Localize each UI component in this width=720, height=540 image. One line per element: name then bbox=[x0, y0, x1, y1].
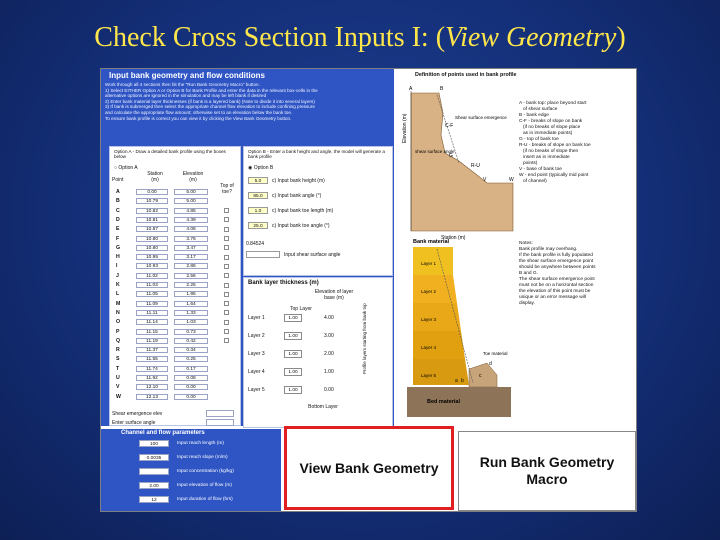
station-input[interactable]: 10.87 bbox=[136, 226, 168, 232]
definition-item: points) bbox=[519, 161, 538, 166]
note-line: Notes: bbox=[519, 241, 533, 246]
point-label: C bbox=[116, 207, 120, 214]
elevation-input[interactable]: 1.64 bbox=[174, 301, 208, 307]
option-a-box bbox=[109, 146, 241, 426]
point-b: B bbox=[440, 86, 444, 92]
elevation-input[interactable]: 3.76 bbox=[174, 236, 208, 242]
layer-elev-header: Elevation of layer base (m) bbox=[314, 289, 354, 301]
top-layer-label: Top Layer bbox=[290, 306, 312, 312]
point-label: R bbox=[116, 347, 120, 354]
note-line: the elevation of this point must be bbox=[519, 289, 591, 294]
shear-emergence-label: Shear emergence elev bbox=[112, 411, 163, 417]
point-label: A bbox=[116, 189, 120, 195]
point-c-f: C-F bbox=[445, 123, 454, 129]
flow-label: Input reach slope (m/m) bbox=[177, 455, 228, 460]
point-w: W bbox=[509, 177, 514, 183]
station-input[interactable]: 10.93 bbox=[136, 263, 168, 269]
point-label: P bbox=[116, 328, 120, 335]
elevation-input[interactable]: 5.00 bbox=[174, 189, 208, 195]
diag-layer-2: Layer 2 bbox=[421, 289, 437, 294]
flow-label: Input concentration (kg/kg) bbox=[177, 469, 234, 474]
point-label: B bbox=[116, 198, 120, 205]
flow-parameters-panel bbox=[101, 429, 281, 511]
point-label: Q bbox=[116, 337, 121, 344]
diag-layer-4: Layer 4 bbox=[421, 345, 437, 350]
elevation-input[interactable]: 4.85 bbox=[174, 208, 208, 214]
point-label: O bbox=[116, 319, 121, 326]
toe-checkbox[interactable] bbox=[224, 217, 229, 222]
definition-item: C-F - breaks of slope on bank bbox=[519, 119, 583, 124]
point-label: E bbox=[116, 226, 120, 233]
instruction-line: Work through all 4 sections then hit the "Run Bank Geometry Macro" button. bbox=[105, 82, 260, 87]
toe-checkbox[interactable] bbox=[224, 264, 229, 269]
point-v: V bbox=[483, 177, 487, 183]
station-input[interactable]: 11.55 bbox=[136, 356, 168, 362]
instructions bbox=[105, 82, 390, 121]
definition-item: V - base of bank toe bbox=[519, 167, 562, 172]
bank-material-label: Bank material bbox=[413, 239, 450, 245]
notes bbox=[519, 241, 631, 307]
station-header: Station (m) bbox=[147, 171, 163, 183]
option-b-input[interactable]: 1.0 bbox=[248, 207, 268, 214]
station-input[interactable]: 11.92 bbox=[136, 375, 168, 381]
definition-item: (if no breaks of slope then bbox=[519, 149, 579, 154]
flow-input[interactable]: 2.00 bbox=[139, 482, 169, 489]
layer-name: Layer 4 bbox=[248, 369, 265, 375]
note-line: display. bbox=[519, 301, 535, 306]
station-input[interactable]: 11.14 bbox=[136, 319, 168, 325]
toe-checkbox[interactable] bbox=[224, 245, 229, 250]
station-input[interactable]: 11.74 bbox=[136, 366, 168, 372]
point-label: K bbox=[116, 282, 120, 288]
station-input[interactable]: 10.81 bbox=[136, 217, 168, 223]
layer-thickness-input[interactable]: 1.00 bbox=[284, 386, 302, 394]
toe-checkbox[interactable] bbox=[224, 320, 229, 325]
point-label: W bbox=[116, 393, 121, 400]
layer-thickness-input[interactable]: 1.00 bbox=[284, 314, 302, 322]
station-input[interactable]: 11.02 bbox=[136, 273, 168, 279]
definition-item: G - top of bank toe bbox=[519, 137, 559, 142]
point-label: F bbox=[116, 235, 120, 242]
surface-angle-input[interactable] bbox=[206, 419, 234, 426]
toe-checkbox[interactable] bbox=[224, 227, 229, 232]
station-input[interactable]: 11.11 bbox=[136, 310, 168, 316]
elevation-input[interactable]: 3.47 bbox=[174, 245, 208, 251]
toe-checkbox[interactable] bbox=[224, 329, 229, 334]
diag-letter-d: d bbox=[489, 361, 492, 367]
elevation-input[interactable]: 0.34 bbox=[174, 347, 208, 353]
station-input[interactable]: 11.03 bbox=[136, 282, 168, 288]
layer-thickness-box bbox=[243, 277, 393, 428]
option-b-radio[interactable]: ◉ Option B bbox=[248, 165, 274, 171]
profile-diagram bbox=[397, 83, 517, 243]
option-b-label: c) Input bank toe length (m) bbox=[272, 208, 334, 214]
elevation-input[interactable]: 0.00 bbox=[174, 394, 208, 400]
toe-checkbox[interactable] bbox=[224, 338, 229, 343]
slide-title: Check Cross Section Inputs I: (View Geometry) bbox=[94, 22, 626, 53]
shear-angle-text: shear surface angle bbox=[415, 149, 455, 154]
bank-material-diagram bbox=[397, 237, 517, 427]
diag-layer-1: Layer 1 bbox=[421, 261, 437, 266]
layer-name: Layer 1 bbox=[248, 315, 265, 321]
elevation-input[interactable]: 0.00 bbox=[174, 384, 208, 390]
station-input[interactable]: 12.10 bbox=[136, 384, 168, 390]
point-r-u: R-U bbox=[471, 163, 480, 169]
station-axis-label: Station (m) bbox=[441, 235, 466, 241]
toe-header: Top of toe? bbox=[220, 183, 234, 195]
elevation-input[interactable]: 0.08 bbox=[174, 375, 208, 381]
elevation-input[interactable]: 0.17 bbox=[174, 366, 208, 372]
layer-name: Layer 3 bbox=[248, 351, 265, 357]
option-a-title: Option A - Draw a detailed bank profile using the boxes below bbox=[114, 149, 226, 160]
definition-item: of channel) bbox=[519, 179, 547, 184]
note-line: must not be on a horizontal section bbox=[519, 283, 594, 288]
run-bank-geometry-macro-button[interactable]: Run Bank Geometry Macro bbox=[458, 431, 636, 511]
point-label: T bbox=[116, 365, 120, 372]
elevation-input[interactable]: 1.33 bbox=[174, 310, 208, 316]
elevation-input[interactable]: 2.86 bbox=[174, 263, 208, 269]
station-input[interactable]: 11.05 bbox=[136, 291, 168, 297]
layer-elevation: 1.00 bbox=[324, 369, 334, 375]
option-b-label: c) Input bank angle (°) bbox=[272, 193, 322, 199]
note-line: B and G. bbox=[519, 271, 538, 276]
elevation-input[interactable]: 2.56 bbox=[174, 273, 208, 279]
instruction-line: To ensure bank profile is correct you can view it by clicking the View Bank Geometry button. bbox=[105, 115, 292, 121]
definition-item: (if no breaks of slope place bbox=[519, 125, 581, 130]
toe-material-label: Toe material bbox=[483, 351, 508, 356]
layer-name: Layer 2 bbox=[248, 333, 265, 339]
shear-emergence-text: Shear surface emergence bbox=[455, 115, 507, 120]
layer-elevation: 2.00 bbox=[324, 351, 334, 357]
definition-item: W - end point (typically mid point bbox=[519, 173, 589, 178]
definition-item: B - bank edge bbox=[519, 113, 549, 118]
definition-item: of shear surface bbox=[519, 107, 558, 112]
instruction-line: 3) If bank is submerged then select the appropriate channel flow elevation to include confining pressure bbox=[105, 104, 315, 110]
elevation-axis-label: Elevation (m) bbox=[402, 113, 408, 143]
instruction-line: alternative options are ignored in the simulation and may be left blank if desired bbox=[105, 93, 267, 99]
flow-input[interactable] bbox=[139, 468, 169, 475]
flow-input[interactable]: 100 bbox=[139, 440, 169, 447]
option-b-input[interactable]: 5.0 bbox=[248, 177, 268, 184]
flow-title: Channel and flow parameters bbox=[121, 430, 205, 436]
elevation-header: Elevation (m) bbox=[182, 171, 204, 183]
layer-thickness-input[interactable]: 1.00 bbox=[284, 368, 302, 376]
station-input[interactable]: 11.37 bbox=[136, 347, 168, 353]
note-line: Bank profile may overhang. bbox=[519, 247, 578, 252]
bottom-layer-label: Bottom Layer bbox=[308, 404, 338, 410]
note-line: the shear surface emergence point bbox=[519, 259, 594, 264]
point-label: V bbox=[116, 384, 120, 391]
view-bank-geometry-button[interactable]: View Bank Geometry bbox=[284, 426, 454, 510]
elevation-input[interactable]: 5.00 bbox=[174, 198, 208, 204]
option-b-label: c) Input bank height (m) bbox=[272, 178, 325, 184]
elevation-input[interactable]: 2.25 bbox=[174, 282, 208, 288]
definition-title: Definition of points used in bank profile bbox=[415, 72, 517, 78]
toe-checkbox[interactable] bbox=[224, 292, 229, 297]
layer-thickness-input[interactable]: 1.00 bbox=[284, 350, 302, 358]
diag-letter-a: a bbox=[455, 378, 458, 384]
elevation-input[interactable]: 3.17 bbox=[174, 254, 208, 260]
bed-material-label: Bed material bbox=[427, 399, 461, 405]
point-label: H bbox=[116, 254, 120, 261]
input-panel bbox=[101, 69, 394, 426]
panel-heading: Input bank geometry and flow conditions bbox=[109, 71, 266, 80]
station-input[interactable]: 12.13 bbox=[136, 394, 168, 400]
point-label: J bbox=[116, 272, 119, 279]
option-b-input[interactable]: 25.0 bbox=[248, 222, 268, 229]
toe-checkbox[interactable] bbox=[224, 283, 229, 288]
diag-letter-b: b bbox=[461, 378, 464, 384]
point-label: U bbox=[116, 375, 120, 381]
station-input[interactable]: 11.19 bbox=[136, 338, 168, 344]
definition-list bbox=[519, 101, 634, 185]
flow-input[interactable]: 12 bbox=[139, 496, 169, 503]
surface-angle-label: Enter surface angle bbox=[112, 420, 156, 426]
station-input[interactable]: 10.95 bbox=[136, 254, 168, 260]
option-a-radio[interactable]: ○ Option A bbox=[114, 165, 138, 171]
diag-letter-c: c bbox=[479, 373, 482, 379]
elevation-input[interactable]: 4.08 bbox=[174, 226, 208, 232]
station-input[interactable]: 0.00 bbox=[136, 189, 168, 195]
flow-label: Input duration of flow (hrs) bbox=[177, 497, 233, 502]
option-b-box bbox=[243, 146, 393, 276]
point-label: L bbox=[116, 291, 120, 298]
elevation-input[interactable]: 0.42 bbox=[174, 338, 208, 344]
definition-panel bbox=[397, 69, 636, 426]
note-line: unique or an error message will bbox=[519, 295, 586, 300]
option-b-label: c) Input bank toe angle (°) bbox=[272, 223, 330, 229]
layer-title: Bank layer thickness (m) bbox=[248, 280, 319, 286]
note-line: should be anywhere between points bbox=[519, 265, 596, 270]
note-line: If the bank profile is fully populated bbox=[519, 253, 593, 258]
instruction-line: 2) Enter bank material layer thicknesses (if bank is a layered bank) (Note to divide it into several layers) bbox=[105, 98, 315, 104]
layer-elevation: 4.00 bbox=[324, 315, 334, 321]
point-label: S bbox=[116, 356, 120, 363]
spreadsheet bbox=[100, 68, 637, 512]
definition-item: as in immediate points) bbox=[519, 131, 573, 136]
layer-elevation: 0.00 bbox=[324, 387, 334, 393]
diag-layer-3: Layer 3 bbox=[421, 317, 437, 322]
point-label: G bbox=[116, 244, 121, 251]
station-input[interactable]: 10.80 bbox=[136, 245, 168, 251]
toe-checkbox[interactable] bbox=[224, 273, 229, 278]
point-label: D bbox=[116, 216, 120, 223]
point-header: Point bbox=[112, 177, 124, 183]
definition-item: A - bank top: place beyond start bbox=[519, 101, 587, 106]
elevation-input[interactable]: 1.03 bbox=[174, 319, 208, 325]
layer-elevation: 3.00 bbox=[324, 333, 334, 339]
option-b-input[interactable]: 85.0 bbox=[248, 192, 268, 199]
toe-checkbox[interactable] bbox=[224, 310, 229, 315]
point-label: I bbox=[116, 263, 118, 270]
toe-checkbox[interactable] bbox=[224, 208, 229, 213]
toe-checkbox[interactable] bbox=[224, 301, 229, 306]
shear-emergence-input[interactable] bbox=[206, 410, 234, 417]
instruction-line: and calculate the appropriate flow amount; otherwise set to an elevation below the bank toe. bbox=[105, 109, 293, 115]
point-a: A bbox=[409, 86, 413, 92]
definition-item: R-U - breaks of slope on bank toe bbox=[519, 143, 591, 148]
diag-layer-5: Layer 5 bbox=[421, 373, 437, 378]
flow-label: Input elevation of flow (m) bbox=[177, 483, 232, 488]
note-line: The shear surface emergence point bbox=[519, 277, 595, 282]
instruction-line: 1) Select EITHER Option A or Option B for Bank Profile and enter the data in the relevant box-cells in the bbox=[105, 87, 318, 93]
elevation-input[interactable]: 0.25 bbox=[174, 356, 208, 362]
shear-angle-input[interactable] bbox=[246, 251, 280, 258]
elevation-input[interactable]: 4.39 bbox=[174, 217, 208, 223]
toe-checkbox[interactable] bbox=[224, 236, 229, 241]
elevation-input[interactable]: 1.95 bbox=[174, 291, 208, 297]
elevation-input[interactable]: 0.73 bbox=[174, 329, 208, 335]
station-input[interactable]: 11.09 bbox=[136, 301, 168, 307]
definition-item: insert as in immediate bbox=[519, 155, 570, 160]
flow-input[interactable]: 0.0035 bbox=[139, 454, 169, 461]
toe-checkbox[interactable] bbox=[224, 255, 229, 260]
point-label: N bbox=[116, 309, 120, 316]
option-b-title: Option B - Enter a bank height and angle, the model will generate a bank profile bbox=[248, 149, 385, 160]
point-label: M bbox=[116, 300, 121, 307]
station-input[interactable]: 10.79 bbox=[136, 198, 168, 204]
point-g: G bbox=[449, 153, 453, 159]
station-input[interactable]: 10.82 bbox=[136, 208, 168, 214]
computed-value: 0.84524 bbox=[246, 241, 265, 247]
station-input[interactable]: 10.80 bbox=[136, 236, 168, 242]
layer-side-note: Profile layers starting from bank top bbox=[362, 303, 367, 374]
layer-name: Layer 5 bbox=[248, 387, 265, 393]
flow-label: Input reach length (m) bbox=[177, 441, 224, 446]
layer-thickness-input[interactable]: 1.00 bbox=[284, 332, 302, 340]
shear-angle-label: Input shear surface angle bbox=[284, 252, 341, 258]
station-input[interactable]: 11.15 bbox=[136, 329, 168, 335]
